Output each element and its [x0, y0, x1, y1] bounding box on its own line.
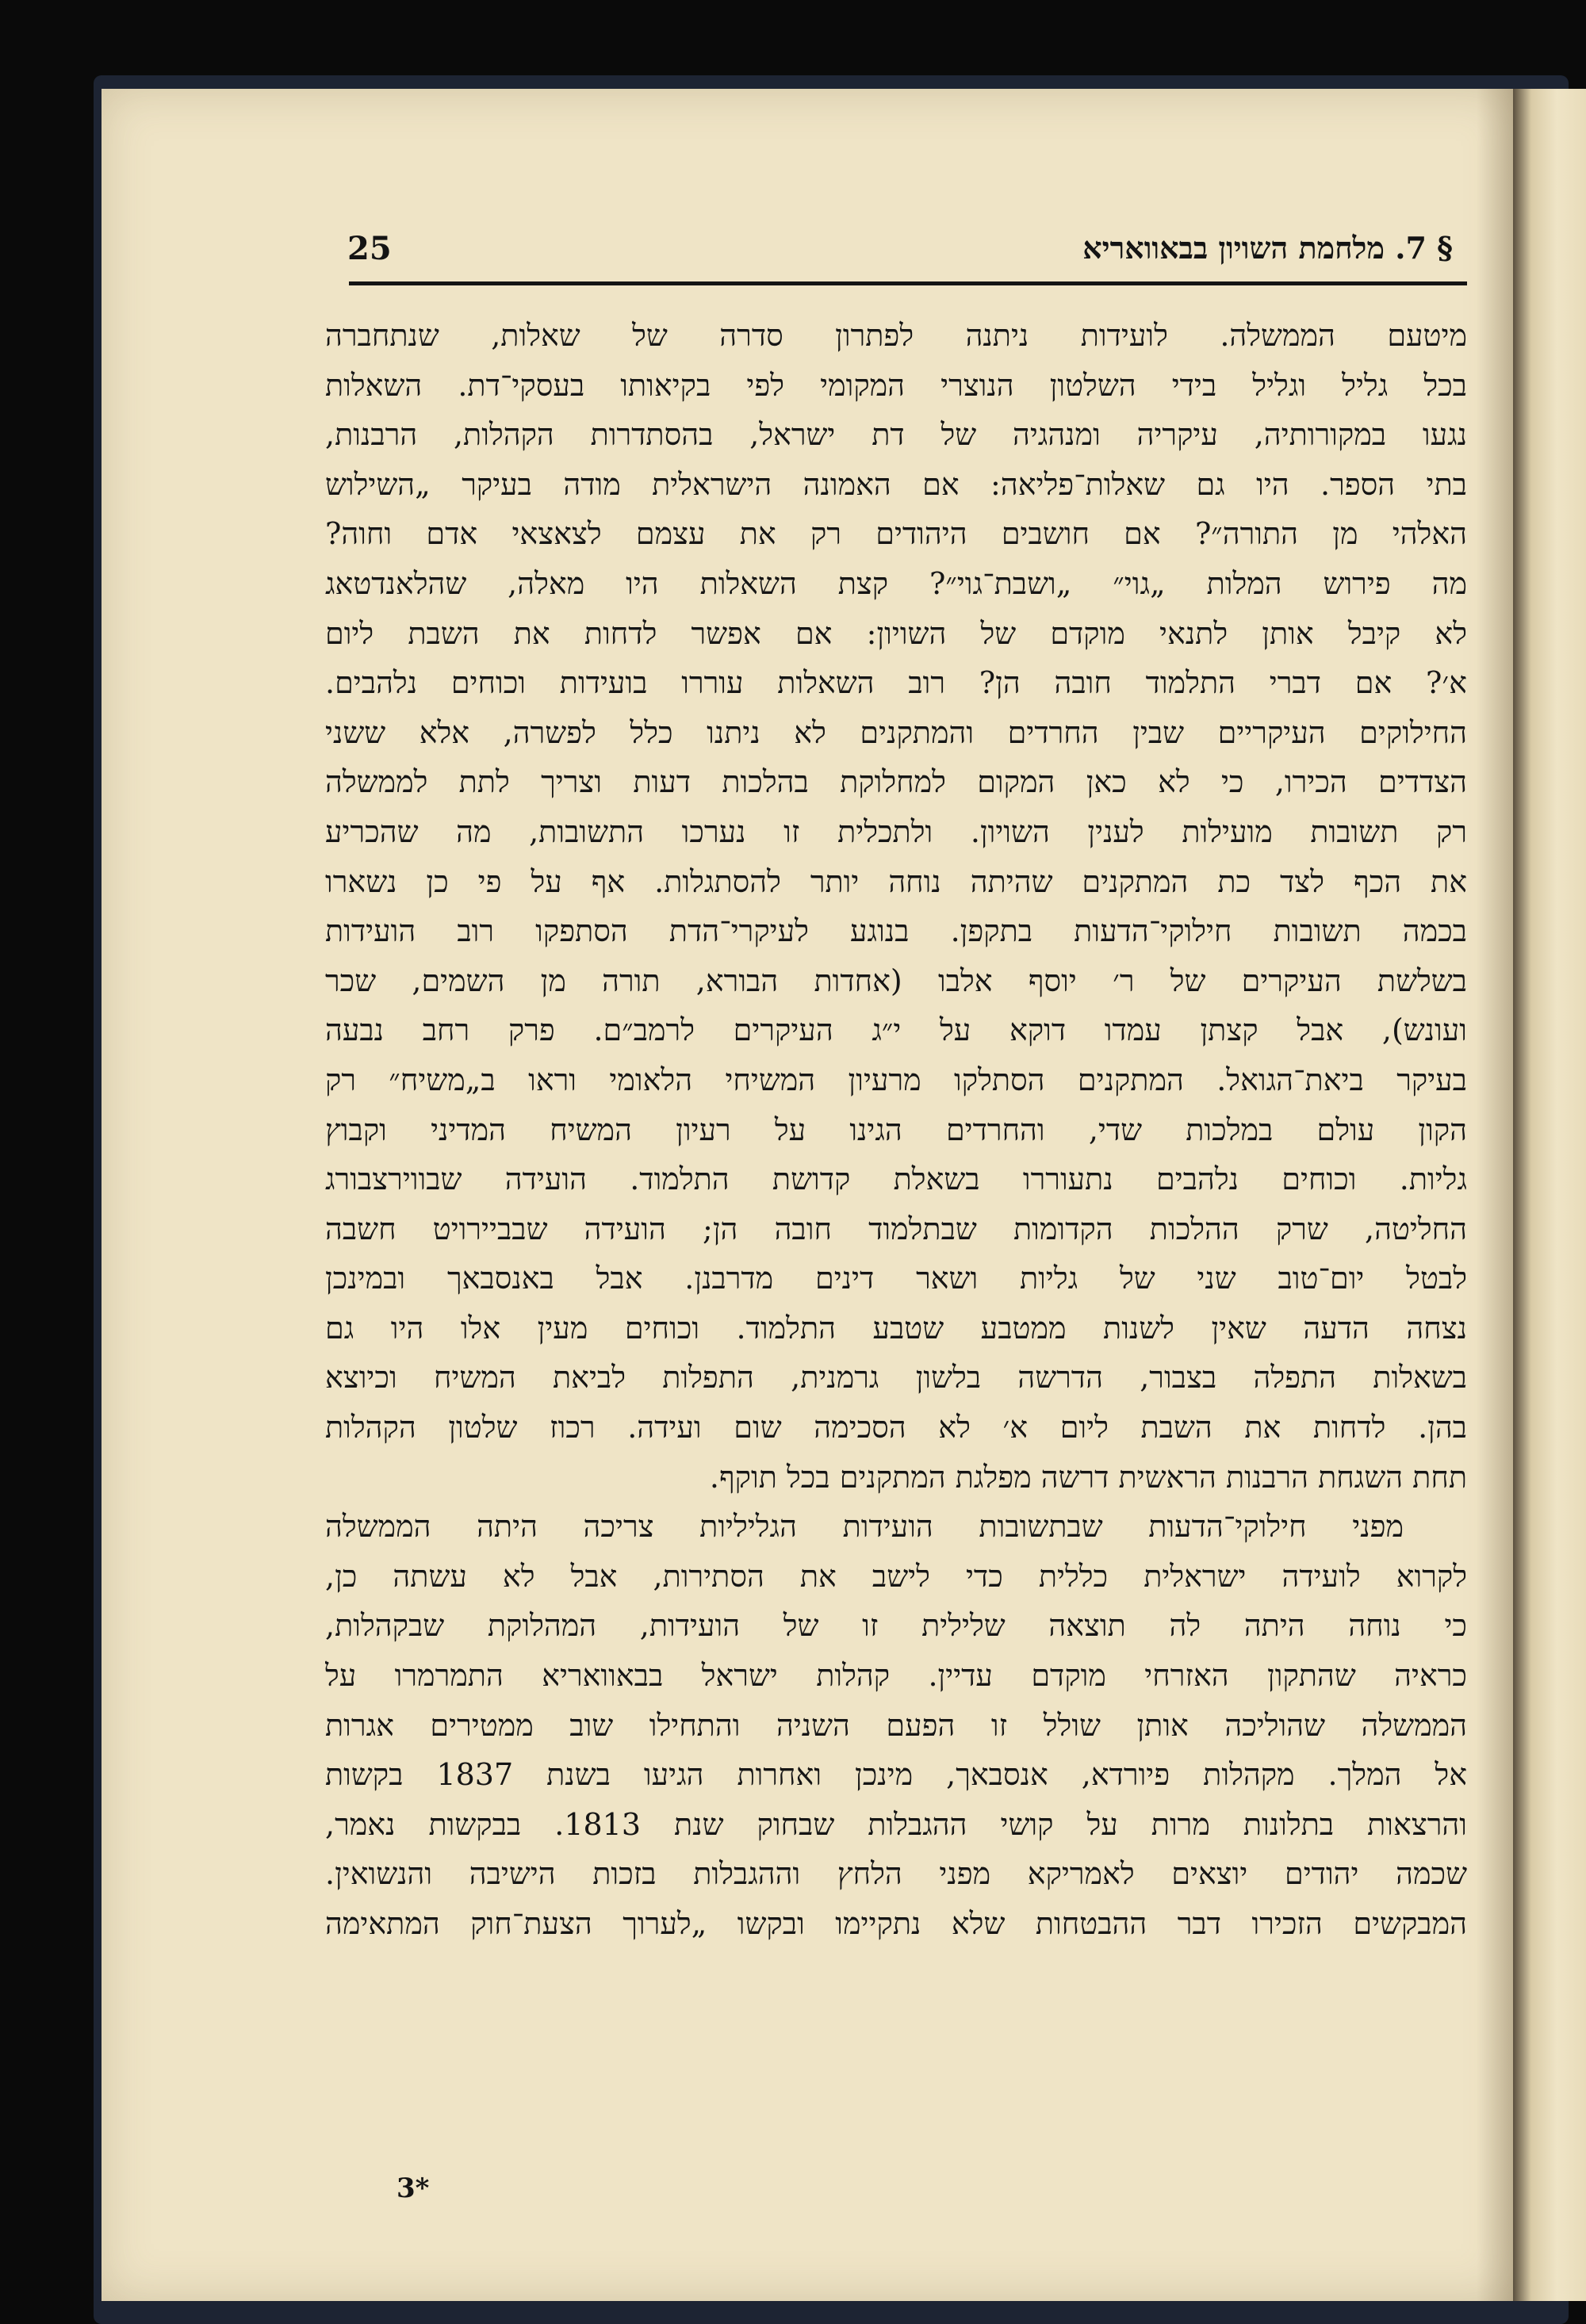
text-line: נגעו במקורותיה, עיקריה ומנהגיה של דת ישראל, בהסתדרות הקהלות, הרבנות,	[325, 417, 1467, 453]
text-line: לבטל יום־טוב שני של גליות ושאר דינים מדרבנן. אבל באנסבאך ובמינכן	[325, 1261, 1467, 1296]
text-line: כי נוחה היתה לה תוצאה שלילית זו של הועידות, המהלוקת שבקהלות,	[325, 1608, 1467, 1644]
paragraph-last-line: תחת השגחת הרבנות הראשית דרשה מפלגת המתקנים בכל תוקף.	[709, 1459, 1467, 1495]
text-line: בכל גליל וגליל בידי השלטון הנוצרי המקומי לפי בקיאותו בעסקי־דת. השאלות	[325, 367, 1467, 403]
text-line: מיטעם הממשלה. לועידות ניתנה לפתרון סדרה של שאלות, שנתחברה	[325, 318, 1467, 353]
text-line: בשלשת העיקרים של ר׳ יוסף אלבו (אחדות הבורא, תורה מן השמים, שכר	[325, 963, 1467, 998]
text-line: החליטה, שרק ההלכות הקדומות שבתלמוד חובה הן; הועידה שבביירויט חשבה	[325, 1211, 1467, 1246]
text-line: לא קיבל אותן לתנאי מוקדם של השויון: אם אפשר לדחות את השבת ליום	[325, 615, 1467, 651]
text-line: גליות. וכוחים נלהבים נתעוררו בשאלת קדושת התלמוד. הועידה שבווירצבורג	[325, 1162, 1467, 1197]
text-line: הצדדים הכירו, כי לא כאן המקום למחלוקת בהלכות דעות וצריך לתת לממשלה	[325, 764, 1467, 800]
text-line: מה פירוש המלות „גוי״ „ושבת־גוי״? קצת השאלות היו מאלה, שהלאנדטאג	[325, 565, 1467, 601]
text-line: והרצאות בתלונות מרות על קושי ההגבלות שבחוק שנת 1813. בבקשות נאמר,	[325, 1806, 1467, 1842]
text-line: נצחה הדעה שאין לשנות ממטבע שטבע התלמוד. וכוחים מעין אלו היו גם	[325, 1310, 1467, 1346]
text-line: את הכף לצד כת המתקנים שהיתה נוחה יותר להסתגלות. אף על פי כן נשארו	[325, 863, 1467, 899]
page-gutter-shadow	[1477, 89, 1513, 2301]
header-rule	[349, 281, 1467, 285]
body-text	[325, 311, 1467, 1949]
text-line: בהן. לדחות את השבת ליום א׳ לא הסכימה שום ועידה. רכוז שלטון הקהלות	[325, 1410, 1467, 1445]
text-line: ועונש), אבל קצתן עמדו דוקא על י״ג העיקרים לרמב״ם. פרק רחב נבעה	[325, 1013, 1467, 1048]
text-line: בתי הספר. היו גם שאלות־פליאה: אם האמונה הישראלית מודה בעיקר „השילוש	[325, 466, 1467, 502]
text-line: הממשלה שהוליכה אותן שולל זו הפעם השניה והתחילו שוב ממטירים אגרות	[325, 1707, 1467, 1743]
text-line: הקון עולם במלכות שדי, והחרדים הגינו על רעיון המשיח המדיני וקבוץ	[325, 1112, 1467, 1147]
text-line: האלהי מן התורה״? אם חושבים היהודים רק את עצמם לצאצאי אדם וחוה?	[325, 516, 1467, 552]
printer-signature-mark: 3*	[396, 2173, 430, 2204]
text-line: שכמה יהודים יוצאים לאמריקא מפני הלחץ וההגבלות בזכות הישיבה והנשואין.	[325, 1856, 1467, 1892]
text-line: לקרוא לועידה ישראלית כללית כדי לישב את הסתירות, אבל לא עשתה כן,	[325, 1558, 1467, 1594]
text-line: א׳? אם דברי התלמוד חובה הן? רוב השאלות עוררו בועידות וכוחים נלהבים.	[325, 665, 1467, 701]
text-line: בעיקר ביאת־הגואל. המתקנים הסתלקו מרעיון המשיחי הלאומי וראו ב„משיח״ רק	[325, 1062, 1467, 1097]
text-line: אל המלך. מקהלות פיורדא, אנסבאך, מינכן ואחרות הגיעו בשנת 1837 בקשות	[325, 1757, 1467, 1793]
text-line: החילוקים העיקריים שבין החרדים והמתקנים לא ניתנו כלל לפשרה, אלא ששני	[325, 714, 1467, 750]
paragraph-first-line: מפני חילוקי־הדעות שבתשובות הועידות הגליליות צריכה היתה הממשלה	[325, 1509, 1404, 1545]
running-head	[347, 230, 1467, 278]
text-line: בכמה תשובות חילוקי־הדעות בתקפן. בנוגע לעיקרי־הדת הסתפקו רוב הועידות	[325, 913, 1467, 949]
text-line: בשאלות התפלה בצבור, הדרשה בלשון גרמנית, התפלות לביאת המשיח וכיוצא	[325, 1360, 1467, 1396]
text-line: רק תשובות מועילות לענין השויון. ולתכלית זו נערכו התשובות, מה שהכריע	[325, 814, 1467, 849]
chapter-heading: § 7. מלחמת השויון בבאוואריא	[1082, 230, 1453, 266]
page-number: 25	[347, 230, 392, 267]
text-line: המבקשים הזכירו דבר ההבטחות שלא נתקיימו ובקשו „לערוך הצעת־חוק המתאימה	[325, 1906, 1467, 1941]
facing-page-edge	[1513, 89, 1586, 2301]
text-line: כראיה שהתקון האזרחי מוקדם עדיין. קהלות ישראל בבאוואריא התמרמרו על	[325, 1658, 1467, 1694]
